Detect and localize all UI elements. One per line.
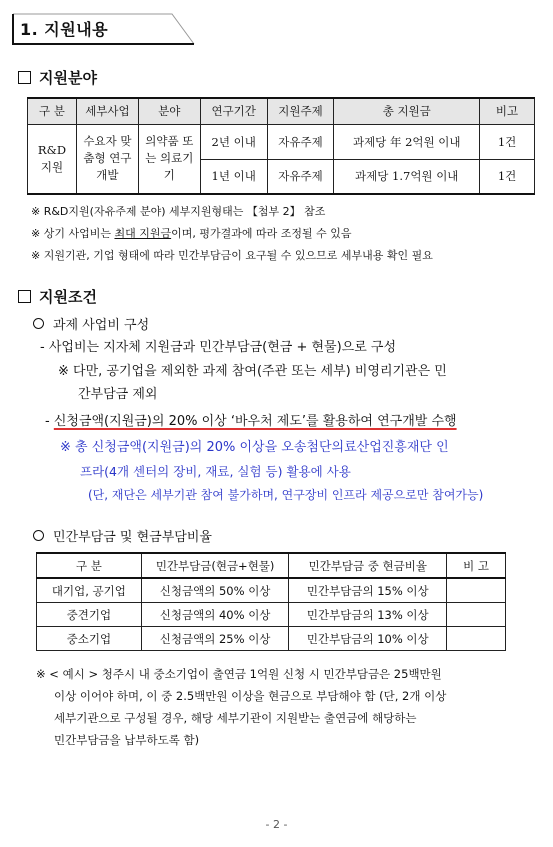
header-cell: 구 분	[28, 98, 77, 124]
amount-cell: 과제당 年 2억원 이내	[334, 124, 480, 159]
private-burden-table	[36, 552, 506, 651]
note-attachment: ※ R&D지원(자유주제 분야) 세부지원형태는 【첨부 2】 참조	[31, 205, 326, 218]
table-row	[28, 124, 535, 159]
cash-cell: 민간부담금의 10% 이상	[289, 627, 447, 651]
table-header-row	[28, 98, 535, 124]
budget-line-1: - 사업비는 지자체 지원금과 민간부담금(현금 + 현물)으로 구성	[40, 340, 397, 355]
header-cell: 연구기간	[200, 98, 267, 124]
section-heading-support-field: 지원분야	[18, 67, 97, 88]
topic-cell: 자유주제	[267, 159, 334, 194]
header-cell: 민간부담금 중 현금비율	[289, 553, 447, 578]
note-cell	[447, 578, 506, 603]
org-type-cell: 중견기업	[37, 603, 142, 627]
project-cell: 수요자 맞춤형 연구개발	[76, 124, 138, 194]
note-cell: 1건	[480, 124, 535, 159]
condition-heading-private-burden: 민간부담금 및 현금부담비율	[33, 526, 212, 545]
note-cell: 1건	[480, 159, 535, 194]
note-cell	[447, 627, 506, 651]
circle-bullet-icon	[33, 318, 44, 329]
period-cell: 2년 이내	[200, 124, 267, 159]
table-row	[37, 578, 506, 603]
example-line-3: 세부기관으로 구성될 경우, 해당 세부기관이 지원받는 출연금에 해당하는	[54, 711, 417, 725]
org-type-cell: 대기업, 공기업	[37, 578, 142, 603]
private-cell: 신청금액의 25% 이상	[141, 627, 289, 651]
cash-cell: 민간부담금의 13% 이상	[289, 603, 447, 627]
header-cell: 세부사업	[76, 98, 138, 124]
private-cell: 신청금액의 40% 이상	[141, 603, 289, 627]
section-title-box	[12, 13, 192, 43]
header-cell: 민간부담금(현금+현물)	[141, 553, 289, 578]
condition-heading-budget: 과제 사업비 구성	[33, 314, 149, 333]
private-cell: 신청금액의 50% 이상	[141, 578, 289, 603]
budget-line-7: (단, 재단은 세부기관 참여 불가하며, 연구장비 인프라 제공으로만 참여가능)	[88, 488, 484, 502]
header-cell: 비 고	[447, 553, 506, 578]
budget-line-voucher: - 신청금액(지원금)의 20% 이상 ‘바우처 제도’를 활용하여 연구개발 수행	[45, 414, 457, 429]
square-bullet-icon	[18, 71, 31, 84]
table-row	[37, 627, 506, 651]
example-line-2: 이상 이어야 하며, 이 중 2.5백만원 이상을 현금으로 부담해야 함 (단, 2개 이상	[54, 689, 447, 703]
budget-line-2: ※ 다만, 공기업을 제외한 과제 참여(주관 또는 세부) 비영리기관은 민	[58, 364, 447, 379]
note-cell	[447, 603, 506, 627]
budget-line-5: ※ 총 신청금액(지원금)의 20% 이상을 오송첨단의료산업진흥재단 인	[60, 440, 449, 455]
budget-line-6: 프라(4개 센터의 장비, 재료, 실험 등) 활용에 사용	[80, 464, 351, 479]
example-note	[36, 663, 446, 751]
note-private-burden: ※ 지원기관, 기업 형태에 따라 민간부담금이 요구될 수 있으므로 세부내용 확인 필요	[31, 249, 433, 262]
page-number: - 2 -	[265, 818, 288, 831]
org-type-cell: 중소기업	[37, 627, 142, 651]
section-heading-support-conditions: 지원조건	[18, 286, 97, 307]
period-cell: 1년 이내	[200, 159, 267, 194]
header-cell: 총 지원금	[334, 98, 480, 124]
example-line-1: ※ < 예시 > 청주시 내 중소기업이 출연금 1억원 신청 시 민간부담금은 25백만원	[36, 667, 442, 681]
amount-cell: 과제당 1.7억원 이내	[334, 159, 480, 194]
header-cell: 비고	[480, 98, 535, 124]
circle-bullet-icon	[33, 530, 44, 541]
category-cell: R&D 지원	[28, 124, 77, 194]
header-cell: 구 분	[37, 553, 142, 578]
header-cell: 지원주제	[267, 98, 334, 124]
cash-cell: 민간부담금의 15% 이상	[289, 578, 447, 603]
budget-line-3: 간부담금 제외	[78, 387, 158, 402]
field-cell: 의약품 또는 의료기기	[138, 124, 200, 194]
title-text: 1. 지원내용	[20, 20, 109, 39]
header-cell: 분야	[138, 98, 200, 124]
note-max-support: ※ 상기 사업비는 최대 지원금이며, 평가결과에 따라 조정될 수 있음	[31, 227, 352, 240]
square-bullet-icon	[18, 290, 31, 303]
topic-cell: 자유주제	[267, 124, 334, 159]
table-row	[37, 603, 506, 627]
example-line-4: 민간부담금을 납부하도록 함)	[54, 733, 200, 747]
table-header-row	[37, 553, 506, 578]
support-field-table	[27, 97, 535, 195]
